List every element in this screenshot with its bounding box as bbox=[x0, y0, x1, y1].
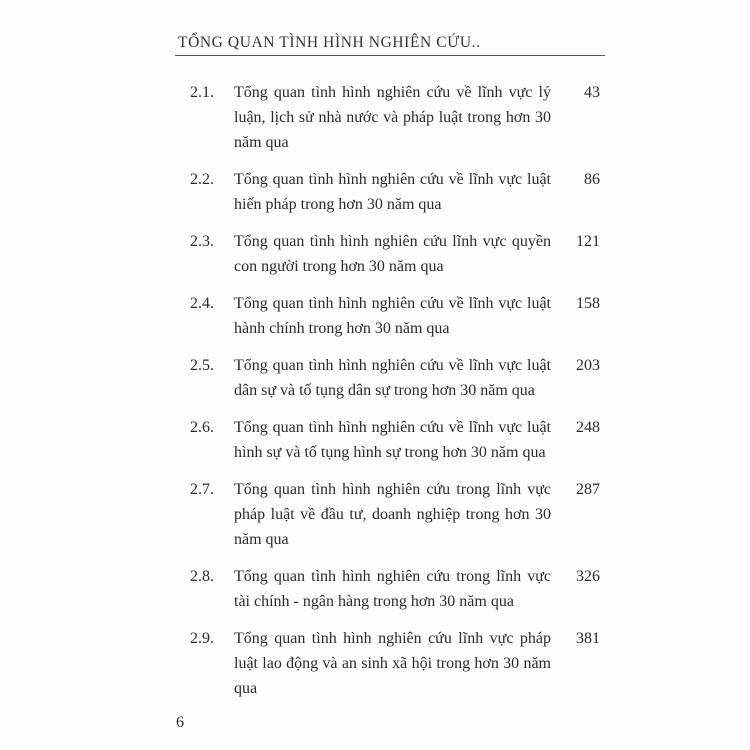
toc-entry bbox=[190, 80, 600, 155]
toc-entry-number: 2.3. bbox=[190, 233, 214, 250]
toc-entry-page: 203 bbox=[576, 357, 600, 374]
page-number: 6 bbox=[176, 714, 184, 731]
toc-entry-page: 287 bbox=[576, 481, 600, 498]
toc-entry-title: Tổng quan tình hình nghiên cứu về lĩnh vực luật dân sự và tố tụng dân sự trong hơn 30 năm qua bbox=[234, 357, 551, 399]
toc-entry-number: 2.1. bbox=[190, 84, 214, 101]
running-header: TỔNG QUAN TÌNH HÌNH NGHIÊN CỨU.. bbox=[178, 34, 481, 51]
toc-entry-number: 2.5. bbox=[190, 357, 214, 374]
toc-entry-title: Tổng quan tình hình nghiên cứu về lĩnh vực luật hành chính trong hơn 30 năm qua bbox=[234, 295, 551, 337]
toc-entry-page: 158 bbox=[576, 295, 600, 312]
toc-entry-number: 2.6. bbox=[190, 419, 214, 436]
toc-entry-number: 2.2. bbox=[190, 171, 214, 188]
toc-entry bbox=[190, 353, 600, 403]
toc-entry bbox=[190, 291, 600, 341]
toc-entry-page: 326 bbox=[576, 568, 600, 585]
toc-entry-page: 381 bbox=[576, 630, 600, 647]
toc-entry-number: 2.4. bbox=[190, 295, 214, 312]
toc-entry-number: 2.8. bbox=[190, 568, 214, 585]
toc-entry bbox=[190, 167, 600, 217]
toc-entry-page: 86 bbox=[584, 171, 600, 188]
toc-entry-title: Tổng quan tình hình nghiên cứu về lĩnh vực luật hình sự và tố tụng hình sự trong hơn 30 năm qua bbox=[234, 419, 551, 461]
toc-entry bbox=[190, 477, 600, 552]
toc-entry-title: Tổng quan tình hình nghiên cứu về lĩnh vực luật hiến pháp trong hơn 30 năm qua bbox=[234, 171, 551, 213]
toc-entry bbox=[190, 564, 600, 614]
toc-entry-page: 43 bbox=[584, 84, 600, 101]
toc-entry-number: 2.9. bbox=[190, 630, 214, 647]
table-of-contents bbox=[190, 80, 600, 713]
toc-entry-title: Tổng quan tình hình nghiên cứu lĩnh vực pháp luật lao động và an sinh xã hội trong hơn 30 năm qua bbox=[234, 630, 551, 697]
toc-entry-number: 2.7. bbox=[190, 481, 214, 498]
toc-entry-title: Tổng quan tình hình nghiên cứu về lĩnh vực lý luận, lịch sử nhà nước và pháp luật trong hơn 30 năm qua bbox=[234, 84, 551, 151]
toc-entry-title: Tổng quan tình hình nghiên cứu trong lĩnh vực tài chính - ngân hàng trong hơn 30 năm qua bbox=[234, 568, 551, 610]
toc-entry bbox=[190, 626, 600, 701]
header-rule bbox=[175, 55, 605, 56]
toc-entry-page: 121 bbox=[576, 233, 600, 250]
toc-entry-title: Tổng quan tình hình nghiên cứu lĩnh vực quyền con người trong hơn 30 năm qua bbox=[234, 233, 551, 275]
toc-entry bbox=[190, 415, 600, 465]
toc-entry-title: Tổng quan tình hình nghiên cứu trong lĩnh vực pháp luật về đầu tư, doanh nghiệp trong hơn 30 năm qua bbox=[234, 481, 551, 548]
toc-entry-page: 248 bbox=[576, 419, 600, 436]
toc-entry bbox=[190, 229, 600, 279]
